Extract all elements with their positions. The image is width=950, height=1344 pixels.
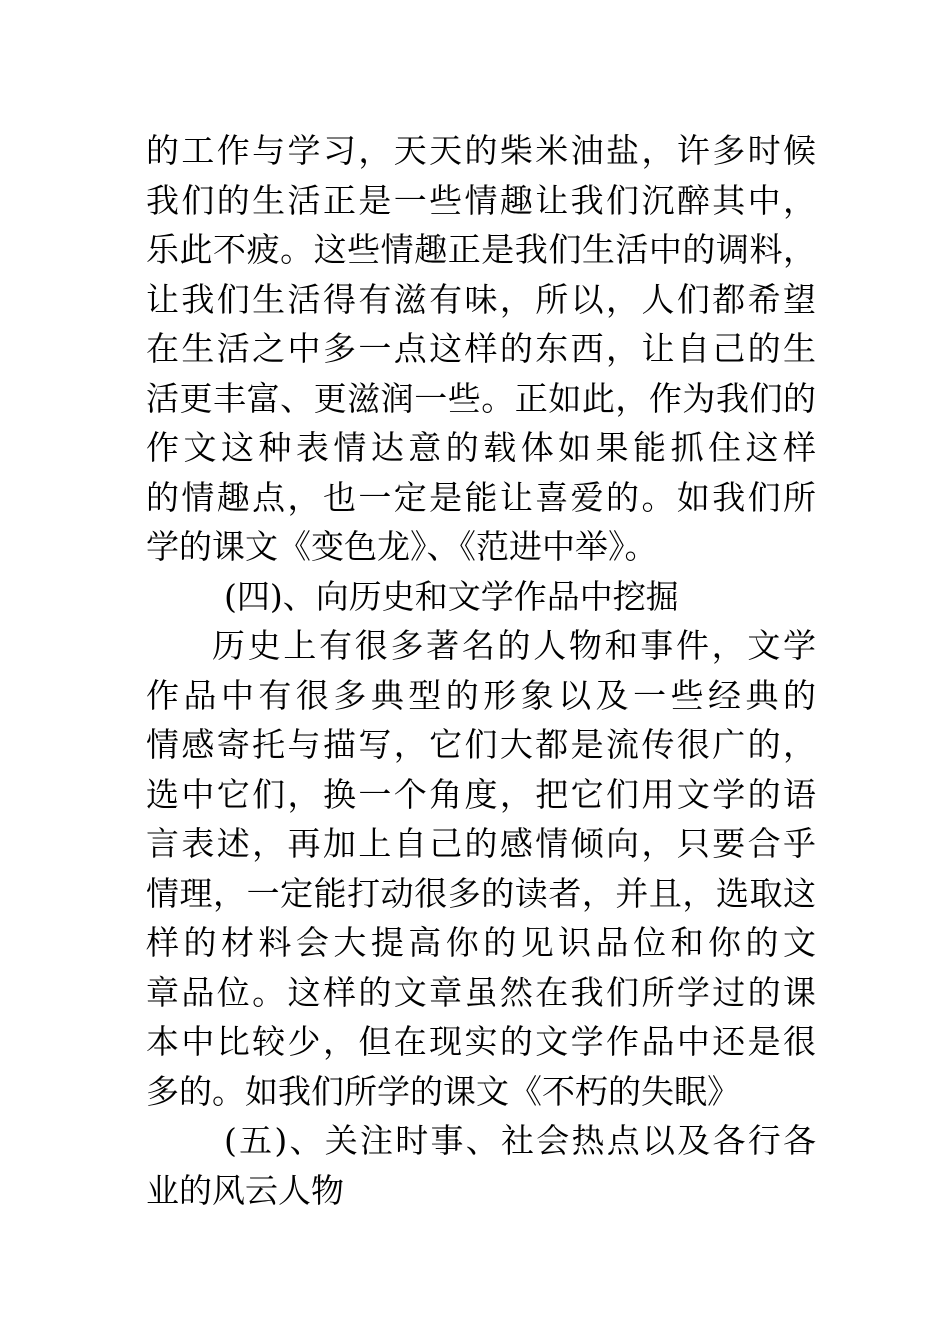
paragraph-line: 章品位。这样的文章虽然在我们所学过的课 [146,972,816,1012]
paragraph-line: 样的材料会大提高你的见识品位和你的文 [146,923,816,962]
paragraph-line: 作文这种表情达意的载体如果能抓住这样 [146,428,816,467]
section-heading-continuation: 业的风云人物 [146,1170,344,1210]
paragraph-line: 让我们生活得有滋有味，所以，人们都希望 [146,279,816,319]
section-heading: (五)、关注时事、社会热点以及各行各 [224,1121,816,1160]
paragraph-line: 在生活之中多一点这样的东西，让自己的生 [146,329,816,368]
paragraph-line: 学的课文《变色龙》、《范进中举》。 [146,527,658,566]
paragraph-line: 言表述，再加上自己的感情倾向，只要合乎 [146,824,816,863]
paragraph-line: 我们的生活正是一些情趣让我们沉醉其中， [146,180,816,220]
paragraph-line: 作品中有很多典型的形象以及一些经典的 [146,675,816,715]
paragraph-line: 本中比较少，但在现实的文学作品中还是很 [146,1022,816,1061]
section-heading: (四)、向历史和文学作品中挖掘 [224,576,679,616]
paragraph-line: 的工作与学习，天天的柴米油盐，许多时候 [146,131,816,170]
paragraph-line: 选中它们，换一个角度，把它们用文学的语 [146,774,816,814]
paragraph-line: 活更丰富、更滋润一些。正如此，作为我们的 [146,378,816,418]
paragraph-line: 乐此不疲。这些情趣正是我们生活中的调料， [146,230,816,269]
document-body [146,126,816,1215]
paragraph-line: 情理，一定能打动很多的读者，并且，选取这 [146,873,816,913]
paragraph-line: 的情趣点，也一定是能让喜爱的。如我们所 [146,477,816,517]
paragraph-line: 情感寄托与描写，它们大都是流传很广的， [146,725,816,764]
paragraph-line: 多的。如我们所学的课文《不朽的失眠》 [146,1071,740,1111]
paragraph-line: 历史上有很多著名的人物和事件，文学 [212,626,816,665]
